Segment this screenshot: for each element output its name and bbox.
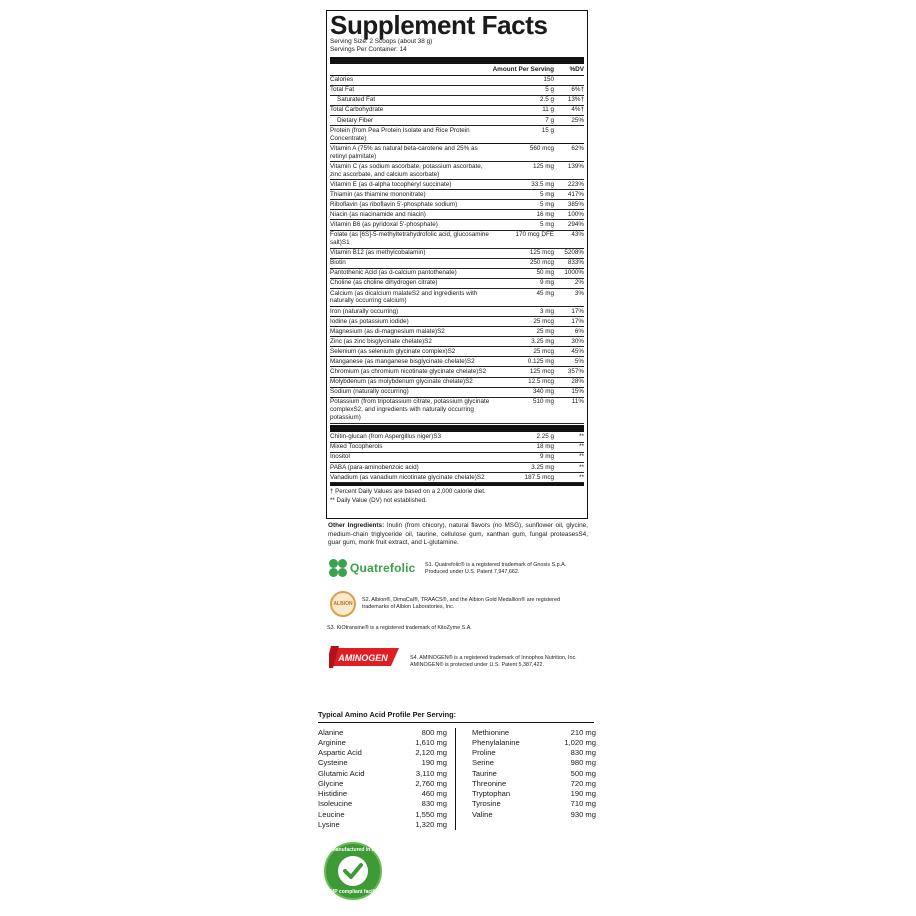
gmp-bottom-text: GMP compliant facility	[326, 889, 380, 895]
nutrient-dv: 139%	[567, 162, 584, 170]
amino-name: Aspartic Acid	[318, 748, 362, 758]
amino-row	[472, 769, 596, 779]
amount-header: Amount Per Serving	[492, 66, 554, 74]
amino-value: 830 mg	[570, 748, 596, 758]
amino-title: Typical Amino Acid Profile Per Serving:	[318, 711, 594, 723]
nutrient-amount: 15 g	[541, 126, 554, 134]
nutrient-dv: 6%†	[571, 86, 584, 94]
amino-name: Alanine	[318, 727, 344, 737]
nutrient-row	[330, 367, 584, 377]
nutrient-name: Calcium (as dicalcium malateS2 and ingredients with naturally occurring calcium)	[330, 289, 478, 305]
nutrient-row	[330, 116, 584, 126]
amino-row	[318, 799, 447, 809]
aminogen-wordmark: AMINOGEN	[338, 653, 388, 663]
nutrient-row	[330, 96, 584, 106]
amino-name: Taurine	[472, 768, 497, 778]
nutrient-dv: 5%	[574, 357, 584, 365]
amino-name: Lysine	[318, 819, 340, 829]
amino-row	[318, 820, 447, 830]
nutrient-dv: 2%	[574, 279, 584, 287]
amino-column-left	[318, 728, 456, 830]
nutrient-row	[330, 106, 584, 116]
nutrient-name: Choline (as choline dihydrogen citrate)	[330, 279, 438, 287]
amino-value: 830 mg	[421, 799, 447, 809]
nutrient-name: Vanadium (as vanadium nicotinate glycinate chelate)S2	[330, 473, 485, 481]
amino-value: 190 mg	[570, 789, 596, 799]
amino-value: 1,020 mg	[564, 738, 596, 748]
nutrient-dv: **	[579, 463, 584, 471]
amino-row	[318, 728, 447, 738]
nutrient-dv: 833%	[567, 259, 584, 267]
facts-title: Supplement Facts	[330, 10, 548, 40]
nutrient-dv: 17%	[571, 317, 584, 325]
nutrient-row	[330, 180, 584, 190]
nutrient-name: Zinc (as zinc bisglycinate chelate)S2	[330, 337, 432, 345]
nutrient-name: Vitamin E (as d-alpha tocopheryl succinate)	[330, 180, 452, 188]
amino-value: 1,550 mg	[415, 809, 447, 819]
nutrient-name: Protein (from Pea Protein Isolate and Rice Protein Concentrate)	[330, 126, 470, 142]
nutrient-name: Iodine (as potassium iodide)	[330, 317, 409, 325]
other-ingredients-label: Other Ingredients:	[328, 522, 385, 529]
amino-row	[318, 779, 447, 789]
amino-row	[472, 728, 596, 738]
divider-thick	[330, 57, 584, 64]
footnote-dv: † Percent Daily Values are based on a 2,000 calorie diet.	[330, 488, 486, 496]
divider-dark	[330, 425, 584, 432]
nutrient-amount: 25 mg	[536, 327, 554, 335]
amino-name: Cysteine	[318, 758, 348, 768]
amino-name: Proline	[472, 748, 496, 758]
nutrient-row	[330, 231, 584, 249]
nutrient-name: Iron (naturally occurring)	[330, 307, 399, 315]
nutrient-name: Vitamin A (75% as natural beta-carotene and 25% as retinyl palmitate)	[330, 144, 478, 160]
nutrient-dv: 1000%	[564, 269, 584, 277]
nutrient-row	[330, 433, 584, 443]
nutrient-row	[330, 307, 584, 317]
nutrient-row	[330, 200, 584, 210]
nutrient-name: Pantothenic Acid (as d-calcium pantothenate)	[330, 269, 457, 277]
nutrient-dv: 417%	[567, 190, 584, 198]
facts-column-header	[330, 66, 584, 76]
amino-name: Isoleucine	[318, 799, 353, 809]
nutrient-amount: 25 mcg	[533, 347, 554, 355]
amino-name: Tyrosine	[472, 799, 501, 809]
amino-value: 720 mg	[570, 778, 596, 788]
nutrient-row	[330, 259, 584, 269]
nutrient-name: Manganese (as manganese bisglycinate chelate)S2	[330, 357, 475, 365]
clover-icon	[329, 559, 347, 577]
amino-value: 2,760 mg	[415, 778, 447, 788]
nutrient-dv: 223%	[567, 180, 584, 188]
nutrient-row	[330, 289, 584, 307]
nutrient-dv: 30%	[571, 337, 584, 345]
nutrient-name: Vitamin C (as sodium ascorbate, potassium ascorbate, zinc ascorbate, and calcium ascorbate)	[330, 162, 483, 178]
nutrient-name: Chromium (as chromium nicotinate glycinate chelate)S2	[330, 368, 487, 376]
nutrient-amount: 560 mcg	[529, 144, 554, 152]
amino-value: 210 mg	[570, 727, 596, 737]
servings-per-container: Servings Per Container: 14	[330, 46, 407, 54]
trademark-s4: S4. AMINOGEN® is a registered trademark of Innophos Nutrition, Inc. AMINOGEN® is protected under U.S. Patent 5,387,422.	[410, 655, 577, 668]
amino-value: 980 mg	[570, 758, 596, 768]
nutrient-row	[330, 398, 584, 424]
amino-name: Arginine	[318, 738, 346, 748]
amino-value: 500 mg	[570, 768, 596, 778]
nutrient-amount: 125 mcg	[529, 368, 554, 376]
nutrient-dv: 17%	[571, 307, 584, 315]
trademark-s3: S3. KiOtransine® is a registered trademark of KitoZyme S.A.	[327, 625, 472, 631]
nutrient-amount: 3.25 mg	[531, 463, 554, 471]
nutrient-dv: 3%	[574, 289, 584, 297]
nutrient-amount: 11 g	[542, 106, 554, 114]
amino-name: Leucine	[318, 809, 345, 819]
nutrient-row	[330, 190, 584, 200]
gmp-top-text: Manufactured in a	[331, 847, 375, 853]
amino-value: 1,610 mg	[415, 738, 447, 748]
nutrient-amount: 250 mcg	[529, 259, 554, 267]
facts-footnotes	[330, 483, 584, 505]
amino-row	[318, 748, 447, 758]
amino-row	[472, 789, 596, 799]
amino-name: Glycine	[318, 778, 344, 788]
nutrient-row	[330, 473, 584, 483]
nutrient-dv: 25%	[571, 116, 584, 124]
nutrient-amount: 18 mg	[536, 443, 554, 451]
nutrient-dv: 100%	[567, 210, 584, 218]
amino-name: Threonine	[472, 778, 507, 788]
quatrefolic-wordmark: Quatrefolic	[350, 560, 416, 575]
nutrient-name: Mixed Tocopherols	[330, 443, 383, 451]
nutrient-name: Riboflavin (as riboflavin 5'-phosphate sodium)	[330, 200, 458, 208]
other-ingredients-text: Inulin (from chicory), natural flavors (no MSG), sunflower oil, glycine, medium-chain triglyceride oil, taurine, cellulose gum, xanthan gum, fungal proteasesS4, guar gum, monk fruit extract, and L-glutamine.	[328, 522, 588, 547]
nutrient-amount: 5 mg	[540, 200, 554, 208]
nutrient-name: Calories	[330, 76, 354, 84]
nutrient-amount: 510 mg	[532, 398, 554, 406]
dv-header: %DV	[569, 66, 584, 74]
nutrient-row	[330, 220, 584, 230]
nutrient-name: Niacin (as niacinamide and niacin)	[330, 210, 426, 218]
nutrient-name: Inositol	[330, 453, 350, 461]
nutrient-amount: 5 mg	[540, 190, 554, 198]
amino-row	[472, 748, 596, 758]
nutrient-name: Selenium (as selenium glycinate complex)S2	[330, 347, 456, 355]
amino-row	[318, 738, 447, 748]
nutrient-row	[330, 378, 584, 388]
nutrient-amount: 7 g	[545, 116, 554, 124]
nutrient-amount: 340 mg	[532, 388, 554, 396]
nutrient-dv: **	[579, 473, 584, 481]
nutrient-amount: 0.125 mg	[527, 357, 554, 365]
trademark-s1: S1. Quatrefolic® is a registered trademark of Gnosis S.p.A. Produced under U.S. Patent 7,947,662.	[425, 562, 567, 575]
nutrient-row	[330, 388, 584, 398]
nutrient-row	[330, 76, 584, 86]
nutrient-amount: 5 g	[545, 86, 554, 94]
nutrient-name: Molybdenum (as molybdenum glycinate chelate)S2	[330, 378, 473, 386]
amino-name: Valine	[472, 809, 493, 819]
nutrient-name: Chitin-glucan (from Aspergillus niger)S3	[330, 433, 441, 441]
amino-row	[318, 810, 447, 820]
nutrient-dv: 43%	[571, 231, 584, 239]
trademark-s2: S2. Albion®, DimaCal®, TRAACS®, and the Albion Gold Medallion® are registered trademarks of Albion Laboratories, Inc.	[362, 597, 560, 610]
nutrient-amount: 2.5 g	[539, 96, 554, 104]
nutrient-amount: 50 mg	[536, 269, 554, 277]
checkmark-icon	[338, 856, 368, 886]
amino-name: Methionine	[472, 727, 510, 737]
nutrient-amount: 150	[543, 76, 554, 84]
nutrient-name: Total Carbohydrate	[330, 106, 384, 114]
nutrient-row	[330, 279, 584, 289]
nutrient-dv: 45%	[571, 347, 584, 355]
nutrient-dv: 5208%	[564, 249, 584, 257]
nutrient-amount: 25 mcg	[533, 317, 554, 325]
nutrient-name: Magnesium (as di-magnesium malate)S2	[330, 327, 445, 335]
gmp-badge	[324, 842, 382, 900]
nutrient-dv: 385%	[567, 200, 584, 208]
nutrient-dv: **	[579, 443, 584, 451]
nutrient-amount: 3 mg	[540, 307, 554, 315]
amino-name: Histidine	[318, 789, 348, 799]
footnote-not-established: ** Daily Value (DV) not established.	[330, 497, 427, 505]
nutrient-dv: 28%	[571, 378, 584, 386]
amino-column-right	[456, 728, 596, 830]
quatrefolic-logo	[329, 559, 416, 577]
nutrient-amount: 45 mg	[536, 289, 554, 297]
nutrient-amount: 125 mg	[532, 162, 554, 170]
nutrient-dv: 6%	[574, 327, 584, 335]
nutrient-amount: 16 mg	[536, 210, 554, 218]
nutrient-name: Sodium (naturally occurring)	[330, 388, 409, 396]
amino-name: Serine	[472, 758, 494, 768]
nutrient-amount: 9 mg	[540, 279, 554, 287]
amino-value: 460 mg	[421, 789, 447, 799]
other-ingredients	[328, 522, 588, 548]
amino-value: 930 mg	[570, 809, 596, 819]
nutrient-dv: 357%	[567, 368, 584, 376]
nutrient-name: Vitamin B12 (as methylcobalamin)	[330, 249, 426, 257]
amino-row	[318, 769, 447, 779]
nutrient-name: Total Fat	[330, 86, 355, 94]
albion-medallion-icon	[330, 591, 356, 617]
nutrient-name: PABA (para-aminobenzoic acid)	[330, 463, 419, 471]
nutrient-name: Potassium (from tripotassium citrate, potassium glycinate complexS2, and ingredients with naturally occurring potassium)	[330, 398, 490, 422]
nutrient-name: Thiamin (as thiamine mononitrate)	[330, 190, 426, 198]
nutrient-amount: 170 mcg DFE	[515, 231, 554, 239]
amino-acid-profile	[318, 711, 598, 830]
nutrient-amount: 9 mg	[540, 453, 554, 461]
nutrient-row	[330, 144, 584, 162]
nutrient-amount: 12.5 mcg	[528, 378, 554, 386]
amino-row	[472, 738, 596, 748]
amino-value: 800 mg	[421, 727, 447, 737]
aminogen-logo	[329, 644, 403, 670]
serving-size: Serving Size: 2 Scoops (about 38 g)	[330, 38, 433, 45]
nutrient-dv: 62%	[571, 144, 584, 152]
nutrient-dv: 15%	[571, 388, 584, 396]
nutrient-row	[330, 269, 584, 279]
amino-name: Phenylalanine	[472, 738, 520, 748]
amino-name: Tryptophan	[472, 789, 511, 799]
nutrient-row	[330, 337, 584, 347]
nutrient-dv: 294%	[567, 221, 584, 229]
nutrient-dv: **	[579, 433, 584, 441]
nutrient-amount: 33.5 mg	[531, 180, 554, 188]
nutrient-dv: 11%	[571, 398, 584, 406]
nutrient-dv: 4%†	[571, 106, 584, 114]
amino-name: Glutamic Acid	[318, 768, 365, 778]
amino-value: 190 mg	[421, 758, 447, 768]
amino-row	[472, 799, 596, 809]
amino-value: 1,320 mg	[415, 819, 447, 829]
amino-value: 2,120 mg	[415, 748, 447, 758]
amino-row	[472, 758, 596, 768]
nutrient-row	[330, 347, 584, 357]
amino-value: 710 mg	[570, 799, 596, 809]
nutrient-row	[330, 357, 584, 367]
other-nutrient-rows	[330, 433, 584, 483]
nutrient-row	[330, 463, 584, 473]
nutrient-row	[330, 162, 584, 180]
amino-row	[318, 789, 447, 799]
nutrient-amount: 5 mg	[540, 221, 554, 229]
supplement-facts-panel	[326, 10, 588, 519]
nutrient-amount: 187.5 mcg	[524, 473, 554, 481]
amino-value: 3,110 mg	[415, 768, 447, 778]
nutrient-row	[330, 249, 584, 259]
nutrient-row	[330, 327, 584, 337]
nutrient-row	[330, 443, 584, 453]
nutrient-name: Vitamin B6 (as pyridoxal 5'-phosphate)	[330, 221, 438, 229]
nutrient-dv: 13%†	[567, 96, 584, 104]
nutrient-row	[330, 126, 584, 144]
albion-badge-text: ALBION	[333, 601, 353, 607]
nutrient-row	[330, 86, 584, 96]
nutrient-name: Dietary Fiber	[337, 116, 374, 124]
amino-row	[472, 779, 596, 789]
nutrient-row	[330, 317, 584, 327]
nutrient-amount: 3.25 mg	[531, 337, 554, 345]
gmp-inner-circle	[338, 856, 368, 886]
nutrient-dv: **	[579, 453, 584, 461]
amino-row	[318, 758, 447, 768]
amino-row	[472, 810, 596, 820]
nutrient-rows	[330, 76, 584, 424]
nutrient-amount: 125 mcg	[529, 249, 554, 257]
nutrient-row	[330, 210, 584, 220]
nutrient-row	[330, 453, 584, 463]
nutrient-name: Saturated Fat	[337, 96, 376, 104]
nutrient-amount: 2.25 g	[536, 433, 554, 441]
nutrient-name: Biotin	[330, 259, 346, 267]
nutrient-name: Folate (as [6S]-5-methyltetrahydrofolic acid, glucosamine salt)S1	[330, 231, 489, 247]
